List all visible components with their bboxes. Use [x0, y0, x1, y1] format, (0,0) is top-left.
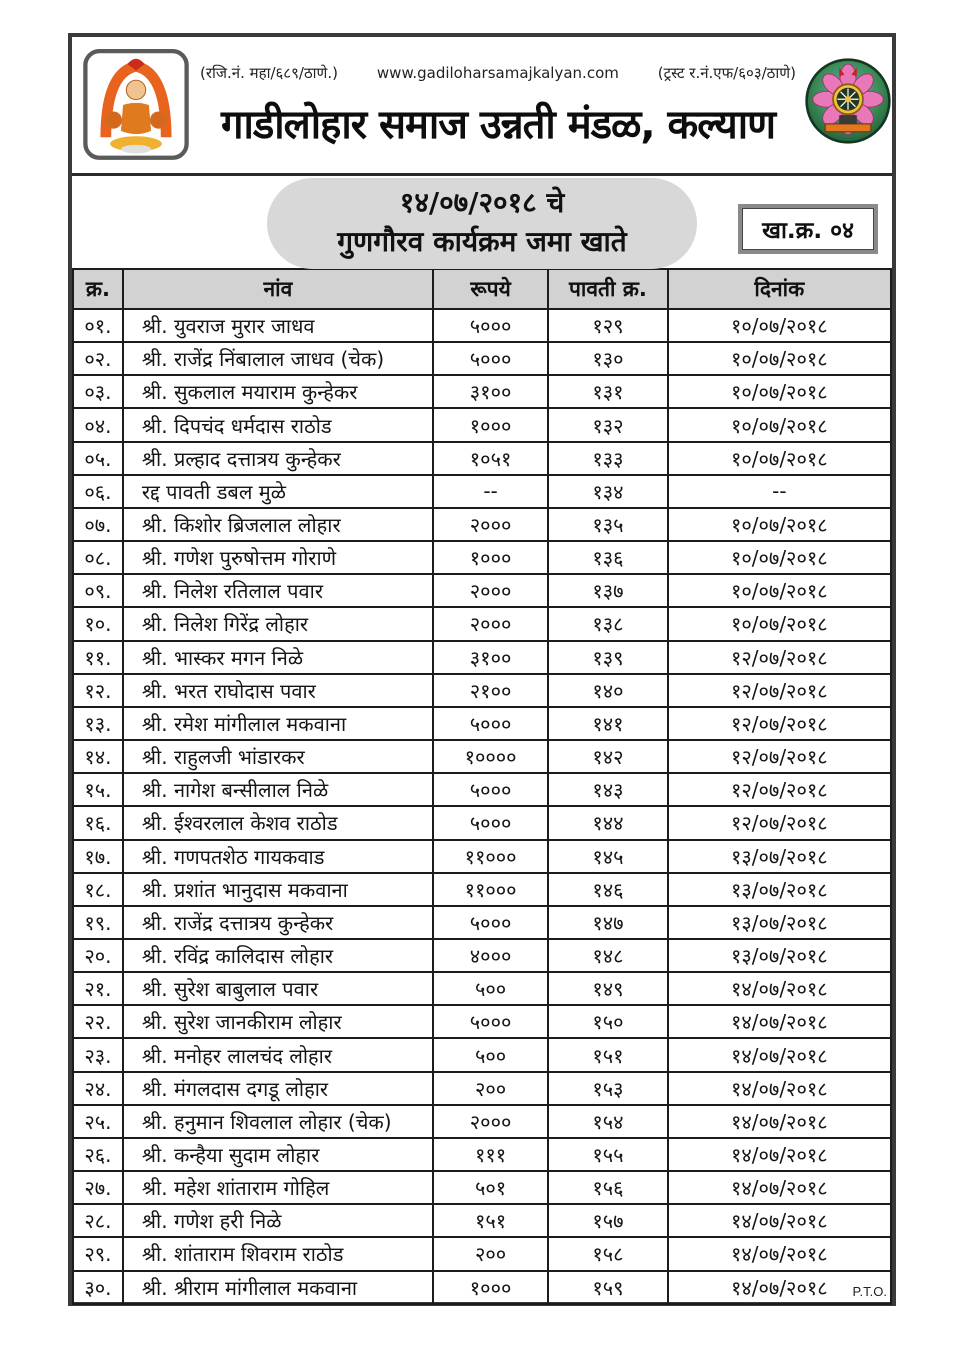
table-cell: १३१ [548, 375, 667, 408]
table-cell: श्री. रविंद्र कालिदास लोहार [123, 939, 433, 972]
table-cell: १४/०७/२०१८ [668, 1072, 891, 1105]
table-cell: १८. [73, 873, 123, 906]
table-cell: १०/०७/२०१८ [668, 309, 891, 342]
table-cell: १०/०७/२०१८ [668, 342, 891, 375]
table-cell: ०९. [73, 574, 123, 607]
table-cell: २४. [73, 1072, 123, 1105]
table-cell: श्री. राजेंद्र निंबालाल जाधव (चेक) [123, 342, 433, 375]
table-cell: १२/०७/२०१८ [668, 740, 891, 773]
table-cell: श्री. हनुमान शिवलाल लोहार (चेक) [123, 1105, 433, 1138]
table-cell: १४/०७/२०१८ [668, 1237, 891, 1270]
table-cell: १०/०७/२०१८ [668, 375, 891, 408]
table-cell: ३०. [73, 1271, 123, 1304]
vishwakarma-deity-logo-icon [82, 49, 190, 161]
table-cell: १४/०७/२०१८ [668, 1005, 891, 1038]
table-cell: १३५ [548, 508, 667, 541]
table-row [73, 309, 891, 342]
table-cell: श्री. दिपचंद धर्मदास राठोड [123, 408, 433, 441]
table-cell: १४/०७/२०१८ [668, 1271, 891, 1304]
table-cell: १५६ [548, 1171, 667, 1204]
table-cell: १४८ [548, 939, 667, 972]
table-cell: १४६ [548, 873, 667, 906]
table-cell: ०२. [73, 342, 123, 375]
organization-title: गाडीलोहार समाज उन्नती मंडळ, कल्याण [220, 102, 776, 148]
table-cell: ३१०० [433, 375, 548, 408]
table-cell: १३९ [548, 641, 667, 674]
account-number-box [738, 204, 878, 254]
table-cell: २०० [433, 1237, 548, 1270]
table-cell: श्री. राजेंद्र दत्तात्रय कुन्हेकर [123, 906, 433, 939]
table-cell: श्री. प्रशांत भानुदास मकवाना [123, 873, 433, 906]
table-cell: ०४. [73, 408, 123, 441]
table-cell: २०. [73, 939, 123, 972]
table-cell: १००० [433, 408, 548, 441]
table-cell: १५० [548, 1005, 667, 1038]
table-cell: १४३ [548, 773, 667, 806]
table-cell: १४/०७/२०१८ [668, 1138, 891, 1171]
table-cell: १०/०७/२०१८ [668, 442, 891, 475]
table-cell: रद्द पावती डबल मुळे [123, 475, 433, 508]
table-cell: १०/०७/२०१८ [668, 541, 891, 574]
table-cell: १३/०७/२०१८ [668, 939, 891, 972]
table-cell: श्री. ईश्वरलाल केशव राठोड [123, 806, 433, 839]
table-row [73, 574, 891, 607]
table-cell: श्री. सुकलाल मयाराम कुन्हेकर [123, 375, 433, 408]
table-cell: १५१ [548, 1038, 667, 1071]
table-cell: श्री. प्रल्हाद दत्तात्रय कुन्हेकर [123, 442, 433, 475]
table-cell: ०६. [73, 475, 123, 508]
table-row [73, 1171, 891, 1204]
table-cell: १४१ [548, 707, 667, 740]
document-header [72, 37, 892, 176]
table-cell: श्री. राहुलजी भांडारकर [123, 740, 433, 773]
table-cell: १३६ [548, 541, 667, 574]
table-cell: ५००० [433, 1005, 548, 1038]
table-cell: १५३ [548, 1072, 667, 1105]
table-cell: १३८ [548, 607, 667, 640]
table-cell: १३/०७/२०१८ [668, 906, 891, 939]
column-header-receipt-no: पावती क्र. [548, 269, 667, 309]
table-cell: २५. [73, 1105, 123, 1138]
event-name-line: गुणगौरव कार्यक्रम जमा खाते [337, 225, 627, 258]
table-header-row [73, 269, 891, 309]
registration-number-left: (रजि.नं. महा/६८९/ठाणे.) [200, 64, 339, 82]
table-cell: ५००० [433, 906, 548, 939]
table-row [73, 342, 891, 375]
table-cell: १२/०७/२०१८ [668, 707, 891, 740]
table-cell: श्री. भरत राघोदास पवार [123, 674, 433, 707]
event-date-line: १४/०७/२०१८ चे [399, 186, 565, 219]
table-cell: श्री. किशोर ब्रिजलाल लोहार [123, 508, 433, 541]
table-row [73, 1072, 891, 1105]
table-cell: १४५ [548, 840, 667, 873]
document-page [68, 33, 896, 1306]
table-row [73, 641, 891, 674]
table-row [73, 408, 891, 441]
table-row [73, 1038, 891, 1071]
event-title-pill [267, 178, 697, 269]
table-cell: ५०० [433, 972, 548, 1005]
table-cell: श्री. रमेश मांगीलाल मकवाना [123, 707, 433, 740]
table-row [73, 674, 891, 707]
table-row [73, 1271, 891, 1304]
table-cell: २००० [433, 607, 548, 640]
table-cell: ०७. [73, 508, 123, 541]
table-row [73, 939, 891, 972]
table-row [73, 1237, 891, 1270]
table-row [73, 840, 891, 873]
table-cell: १९. [73, 906, 123, 939]
table-cell: १०५१ [433, 442, 548, 475]
table-cell: श्री. महेश शांताराम गोहिल [123, 1171, 433, 1204]
table-row [73, 806, 891, 839]
table-cell: १५५ [548, 1138, 667, 1171]
table-row [73, 972, 891, 1005]
table-row [73, 873, 891, 906]
table-cell: १११ [433, 1138, 548, 1171]
table-cell: २००० [433, 574, 548, 607]
table-cell: १००० [433, 1271, 548, 1304]
table-cell: २००० [433, 1105, 548, 1138]
table-cell: ०३. [73, 375, 123, 408]
column-header-serial: क्र. [73, 269, 123, 309]
table-cell: ४००० [433, 939, 548, 972]
table-cell: १५७ [548, 1204, 667, 1237]
table-cell: १३७ [548, 574, 667, 607]
table-cell: १०/०७/२०१८ [668, 408, 891, 441]
table-cell: ५००० [433, 342, 548, 375]
table-row [73, 1204, 891, 1237]
table-cell: १३. [73, 707, 123, 740]
table-cell: २६. [73, 1138, 123, 1171]
table-cell: श्री. भास्कर मगन निळे [123, 641, 433, 674]
table-cell: ५००० [433, 773, 548, 806]
trust-registration-number: (ट्रस्ट र.नं.एफ/६०३/ठाणे) [657, 64, 796, 82]
table-cell: श्री. निलेश रतिलाल पवार [123, 574, 433, 607]
table-cell: श्री. सुरेश बाबुलाल पवार [123, 972, 433, 1005]
table-cell: १५९ [548, 1271, 667, 1304]
table-cell: १४/०७/२०१८ [668, 1038, 891, 1071]
table-cell: ०१. [73, 309, 123, 342]
table-cell: ११००० [433, 840, 548, 873]
table-cell: १००० [433, 541, 548, 574]
table-cell: १२/०७/२०१८ [668, 674, 891, 707]
table-cell: १५४ [548, 1105, 667, 1138]
subheader-section [72, 176, 892, 268]
table-cell: २२. [73, 1005, 123, 1038]
table-cell: ५०१ [433, 1171, 548, 1204]
header-meta-row [200, 63, 796, 83]
table-cell: १३/०७/२०१८ [668, 840, 891, 873]
table-row [73, 906, 891, 939]
lotus-wheel-emblem-icon [804, 55, 892, 147]
table-row [73, 442, 891, 475]
website-url: www.gadiloharsamajkalyan.com [376, 64, 619, 82]
table-cell: १५. [73, 773, 123, 806]
table-cell: १०/०७/२०१८ [668, 607, 891, 640]
table-cell: श्री. नागेश बन्सीलाल निळे [123, 773, 433, 806]
column-header-rupees: रूपये [433, 269, 548, 309]
table-cell: २१. [73, 972, 123, 1005]
table-cell: १२/०७/२०१८ [668, 806, 891, 839]
table-cell: १०. [73, 607, 123, 640]
table-cell: ५००० [433, 806, 548, 839]
table-cell: ५००० [433, 309, 548, 342]
table-body [73, 309, 891, 1304]
table-cell: १०/०७/२०१८ [668, 574, 891, 607]
table-cell: १४२ [548, 740, 667, 773]
table-cell: १४/०७/२०१८ [668, 1105, 891, 1138]
table-cell: १३२ [548, 408, 667, 441]
table-cell: १४४ [548, 806, 667, 839]
table-cell: १४० [548, 674, 667, 707]
table-cell: -- [433, 475, 548, 508]
table-cell: २९. [73, 1237, 123, 1270]
table-cell: २७. [73, 1171, 123, 1204]
table-row [73, 508, 891, 541]
table-cell: १३३ [548, 442, 667, 475]
table-cell: १७. [73, 840, 123, 873]
table-cell: ११००० [433, 873, 548, 906]
table-cell: ५००० [433, 707, 548, 740]
column-header-name: नांव [123, 269, 433, 309]
column-header-date: दिनांक [668, 269, 891, 309]
table-row [73, 475, 891, 508]
table-cell: श्री. सुरेश जानकीराम लोहार [123, 1005, 433, 1038]
table-cell: १०००० [433, 740, 548, 773]
table-cell: श्री. गणेश हरी निळे [123, 1204, 433, 1237]
table-cell: श्री. श्रीराम मांगीलाल मकवाना [123, 1271, 433, 1304]
table-cell: २८. [73, 1204, 123, 1237]
table-cell: १०/०७/२०१८ [668, 508, 891, 541]
table-cell: १३/०७/२०१८ [668, 873, 891, 906]
table-cell: १५८ [548, 1237, 667, 1270]
table-cell: २३. [73, 1038, 123, 1071]
table-cell: श्री. निलेश गिरेंद्र लोहार [123, 607, 433, 640]
table-cell: १२. [73, 674, 123, 707]
table-cell: १२/०७/२०१८ [668, 641, 891, 674]
table-cell: १३० [548, 342, 667, 375]
table-cell: १४. [73, 740, 123, 773]
table-row [73, 1105, 891, 1138]
table-cell: श्री. युवराज मुरार जाधव [123, 309, 433, 342]
table-row [73, 1005, 891, 1038]
table-cell: १४/०७/२०१८ [668, 1204, 891, 1237]
table-cell: ११. [73, 641, 123, 674]
table-row [73, 773, 891, 806]
table-cell: श्री. गणेश पुरुषोत्तम गोराणे [123, 541, 433, 574]
table-row [73, 707, 891, 740]
table-cell: श्री. गणपतशेठ गायकवाड [123, 840, 433, 873]
table-cell: १२/०७/२०१८ [668, 773, 891, 806]
table-cell: २०० [433, 1072, 548, 1105]
table-cell: १५१ [433, 1204, 548, 1237]
table-row [73, 740, 891, 773]
table-cell: १२९ [548, 309, 667, 342]
ledger-table [72, 268, 892, 1305]
account-number-label: खा.क्र. ०४ [762, 218, 854, 244]
table-cell: श्री. मनोहर लालचंद लोहार [123, 1038, 433, 1071]
table-cell: -- [668, 475, 891, 508]
table-row [73, 607, 891, 640]
table-cell: १४/०७/२०१८ [668, 1171, 891, 1204]
table-cell: १४७ [548, 906, 667, 939]
table-cell: ०८. [73, 541, 123, 574]
pto-label: P.T.O. [852, 1284, 887, 1299]
table-cell: १६. [73, 806, 123, 839]
table-cell: ३१०० [433, 641, 548, 674]
table-cell: श्री. कन्हैया सुदाम लोहार [123, 1138, 433, 1171]
table-row [73, 1138, 891, 1171]
table-cell: १३४ [548, 475, 667, 508]
table-cell: २१०० [433, 674, 548, 707]
table-cell: १४९ [548, 972, 667, 1005]
table-row [73, 375, 891, 408]
table-cell: ०५. [73, 442, 123, 475]
table-cell: ५०० [433, 1038, 548, 1071]
table-cell: श्री. मंगलदास दगडू लोहार [123, 1072, 433, 1105]
table-cell: श्री. शांताराम शिवराम राठोड [123, 1237, 433, 1270]
table-cell: २००० [433, 508, 548, 541]
table-cell: १४/०७/२०१८ [668, 972, 891, 1005]
table-row [73, 541, 891, 574]
